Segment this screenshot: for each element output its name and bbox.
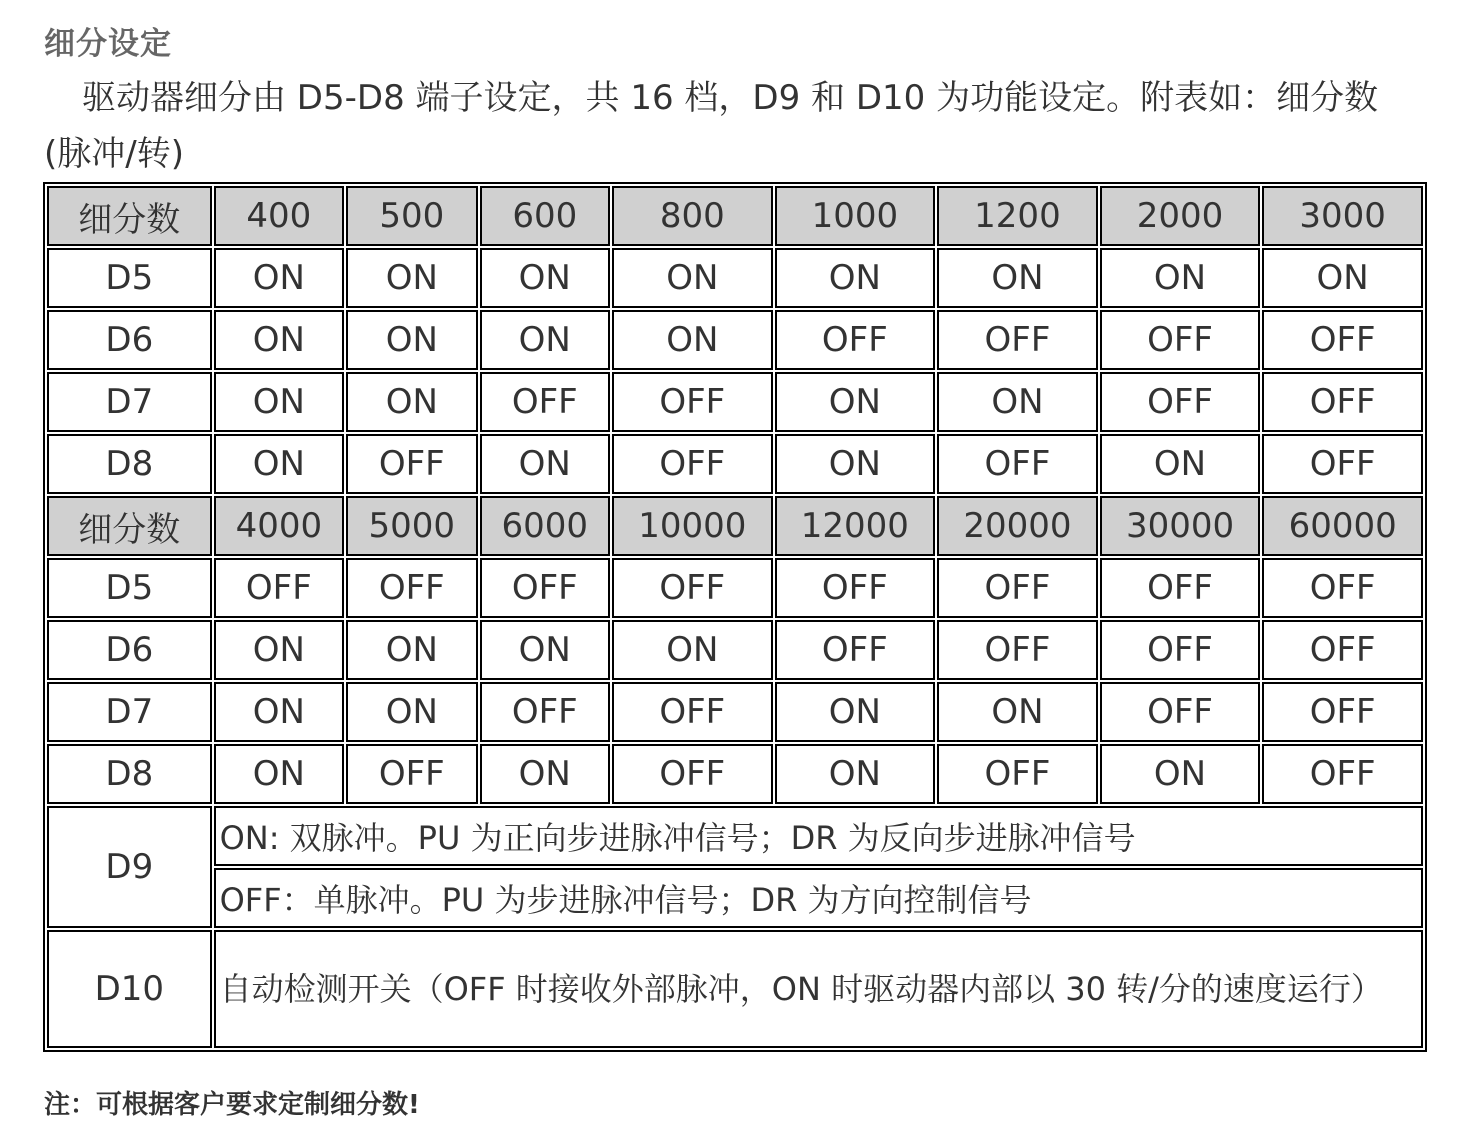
switch-state-cell: OFF [612,372,773,432]
switch-state-cell: ON [480,620,610,680]
switch-state-cell: OFF [1100,620,1261,680]
switch-state-cell: OFF [775,310,936,370]
intro-line-2: (脉冲/转) [44,134,184,174]
switch-label-cell: D6 [47,620,212,680]
switch-state-cell: ON [937,372,1098,432]
switch-state-cell: OFF [937,434,1098,494]
switch-state-cell: ON [775,434,936,494]
switch-state-cell: ON [214,682,344,742]
step-value-cell: 2000 [1100,186,1261,246]
step-value-cell: 60000 [1262,496,1423,556]
switch-state-cell: OFF [612,744,773,804]
switch-state-cell: OFF [1100,558,1261,618]
switch-state-cell: ON [775,372,936,432]
switch-state-cell: ON [346,310,477,370]
switch-state-cell: ON [612,310,773,370]
switch-state-cell: ON [775,744,936,804]
switch-state-cell: OFF [1262,558,1423,618]
switch-state-cell: ON [346,372,477,432]
switch-state-cell: OFF [1262,372,1423,432]
switch-state-cell: OFF [937,744,1098,804]
step-value-cell: 800 [612,186,773,246]
step-value-cell: 500 [346,186,477,246]
switch-state-cell: OFF [1262,744,1423,804]
step-value-cell: 600 [480,186,610,246]
table-row [47,372,1423,432]
switch-state-cell: ON [214,248,344,308]
switch-label-cell: D6 [47,310,212,370]
switch-state-cell: ON [480,434,610,494]
switch-label-cell: D5 [47,248,212,308]
step-value-cell: 30000 [1100,496,1261,556]
d10-description: 自动检测开关（OFF 时接收外部脉冲，ON 时驱动器内部以 30 转/分的速度运行） [214,930,1423,1048]
switch-state-cell: ON [214,372,344,432]
switch-label-cell: D9 [47,806,212,928]
d9-on-description: ON: 双脉冲。PU 为正向步进脉冲信号；DR 为反向步进脉冲信号 [214,806,1423,866]
switch-state-cell: ON [1100,744,1261,804]
switch-state-cell: OFF [612,434,773,494]
switch-state-cell: ON [480,248,610,308]
switch-state-cell: ON [1100,248,1261,308]
step-value-cell: 1000 [775,186,936,246]
switch-state-cell: ON [480,744,610,804]
switch-label-cell: D10 [47,930,212,1048]
step-value-cell: 12000 [775,496,936,556]
switch-state-cell: ON [612,620,773,680]
step-value-cell: 20000 [937,496,1098,556]
switch-state-cell: ON [346,248,477,308]
table-header-row [47,496,1423,556]
switch-state-cell: ON [612,248,773,308]
switch-state-cell: OFF [1262,310,1423,370]
switch-state-cell: OFF [214,558,344,618]
table-row [47,558,1423,618]
switch-state-cell: OFF [1100,682,1261,742]
switch-state-cell: OFF [480,558,610,618]
table-row-d9-on [47,806,1423,866]
switch-label-cell: D8 [47,744,212,804]
switch-state-cell: OFF [1100,310,1261,370]
switch-state-cell: ON [775,682,936,742]
microstep-table [43,182,1427,1052]
step-value-cell: 4000 [214,496,344,556]
table-row-d10 [47,930,1423,1048]
switch-state-cell: ON [775,248,936,308]
switch-state-cell: ON [214,310,344,370]
switch-state-cell: ON [214,620,344,680]
switch-state-cell: OFF [1100,372,1261,432]
footnote: 注：可根据客户要求定制细分数! [44,1090,420,1120]
table-row [47,310,1423,370]
switch-state-cell: ON [937,682,1098,742]
intro-line-1: 驱动器细分由 D5-D8 端子设定，共 16 档，D9 和 D10 为功能设定。附表如：细分数 [82,78,1379,118]
switch-state-cell: ON [937,248,1098,308]
switch-state-cell: ON [480,310,610,370]
switch-state-cell: OFF [612,682,773,742]
switch-state-cell: OFF [775,558,936,618]
table-row-d9-off [47,868,1423,928]
switch-state-cell: OFF [775,620,936,680]
switch-state-cell: ON [214,744,344,804]
switch-label-cell: D7 [47,372,212,432]
switch-state-cell: ON [214,434,344,494]
header-label-cell: 细分数 [47,186,212,246]
step-value-cell: 5000 [346,496,477,556]
switch-state-cell: ON [1262,248,1423,308]
table-row [47,248,1423,308]
switch-state-cell: ON [1100,434,1261,494]
switch-label-cell: D8 [47,434,212,494]
switch-state-cell: OFF [346,434,477,494]
step-value-cell: 10000 [612,496,773,556]
intro-paragraph [44,70,1379,182]
table-row [47,682,1423,742]
switch-state-cell: OFF [1262,620,1423,680]
switch-state-cell: OFF [937,558,1098,618]
section-title: 细分设定 [44,26,172,62]
step-value-cell: 6000 [480,496,610,556]
switch-state-cell: OFF [937,310,1098,370]
header-label-cell: 细分数 [47,496,212,556]
table-header-row [47,186,1423,246]
switch-state-cell: OFF [612,558,773,618]
step-value-cell: 3000 [1262,186,1423,246]
switch-label-cell: D7 [47,682,212,742]
switch-label-cell: D5 [47,558,212,618]
step-value-cell: 400 [214,186,344,246]
switch-state-cell: OFF [346,744,477,804]
switch-state-cell: OFF [480,682,610,742]
switch-state-cell: OFF [346,558,477,618]
table-row [47,744,1423,804]
table-row [47,620,1423,680]
d9-off-description: OFF：单脉冲。PU 为步进脉冲信号；DR 为方向控制信号 [214,868,1423,928]
table-row [47,434,1423,494]
switch-state-cell: OFF [480,372,610,432]
switch-state-cell: OFF [1262,682,1423,742]
switch-state-cell: OFF [1262,434,1423,494]
switch-state-cell: ON [346,682,477,742]
switch-state-cell: OFF [937,620,1098,680]
switch-state-cell: ON [346,620,477,680]
step-value-cell: 1200 [937,186,1098,246]
